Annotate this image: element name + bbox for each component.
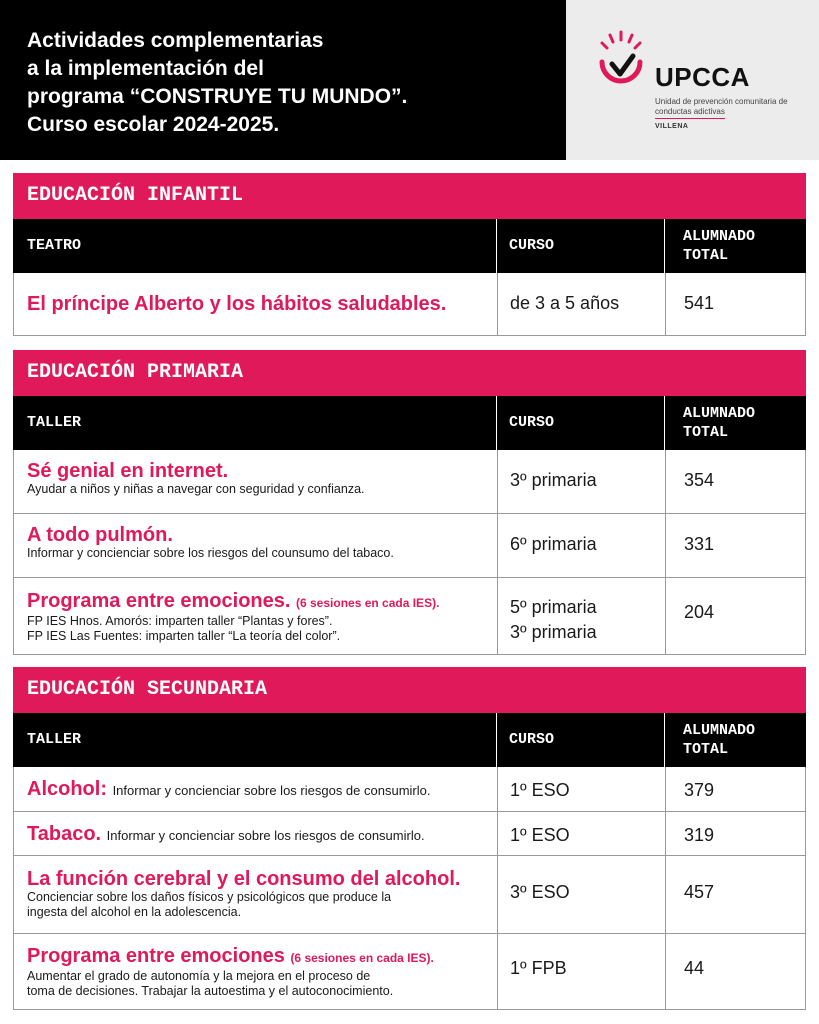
activity-note: (6 sesiones en cada IES). xyxy=(290,951,434,965)
curso-value: 1º FPB xyxy=(510,958,567,978)
column-divider xyxy=(664,219,665,273)
total-value: 457 xyxy=(684,882,715,902)
total-value: 44 xyxy=(684,958,705,978)
column-divider xyxy=(497,767,498,811)
title-panel xyxy=(0,0,566,160)
activity-title-line xyxy=(27,590,489,614)
activity-description: Informar y concienciar sobre los riesgos de consumirlo. xyxy=(106,828,425,843)
activity-title: A todo pulmón. xyxy=(27,524,173,546)
column-header-total: ALUMNADO TOTAL xyxy=(683,228,756,264)
curso-value: 1º ESO xyxy=(510,780,570,800)
section-heading: EDUCACIÓN INFANTIL xyxy=(13,173,806,219)
column-divider xyxy=(664,396,665,450)
table-row xyxy=(13,856,806,934)
page-title-line-3: programa “CONSTRUYE TU MUNDO”. xyxy=(27,85,408,108)
column-divider xyxy=(497,856,498,933)
section-primaria xyxy=(13,350,806,655)
total-value: 204 xyxy=(684,602,715,622)
table-row xyxy=(13,812,806,856)
activity-description: toma de decisiones. Trabajar la autoestima y el autoconocimiento. xyxy=(27,984,394,998)
column-header-curso: CURSO xyxy=(509,731,555,748)
activity-title: Sé genial en internet. xyxy=(27,460,229,482)
activity-title: Tabaco. xyxy=(27,823,102,845)
activity-description: Concienciar sobre los daños físicos y psicológicos que produce la xyxy=(27,890,392,904)
table-row xyxy=(13,273,806,336)
column-divider xyxy=(497,450,498,513)
activity-description: Aumentar el grado de autonomía y la mejora en el proceso de xyxy=(27,969,371,983)
page-header xyxy=(0,0,819,160)
activity-title-line xyxy=(27,945,489,969)
curso-value: de 3 a 5 años xyxy=(510,293,620,313)
table-row xyxy=(13,578,806,655)
column-header-activity: TALLER xyxy=(27,731,82,748)
column-divider xyxy=(497,273,498,335)
column-divider xyxy=(665,578,666,654)
activity-description: ingesta del alcohol en la adolescencia. xyxy=(27,905,242,919)
activity-title-line xyxy=(27,823,489,847)
column-divider xyxy=(665,856,666,933)
activity-description: FP IES Hnos. Amorós: imparten taller “Plantas y fores”. xyxy=(27,614,333,628)
column-divider xyxy=(496,219,497,273)
logo-subtitle: Unidad de prevención comunitaria de conductas adictivas xyxy=(655,97,788,116)
total-value: 379 xyxy=(684,780,715,800)
total-value: 331 xyxy=(684,534,715,554)
total-value: 319 xyxy=(684,825,715,845)
table-header xyxy=(13,219,806,273)
section-heading: EDUCACIÓN SECUNDARIA xyxy=(13,667,806,713)
column-divider xyxy=(665,514,666,577)
activity-description: Informar y concienciar sobre los riesgos de consumirlo. xyxy=(112,783,431,798)
section-infantil xyxy=(13,173,806,336)
column-header-total: ALUMNADO TOTAL xyxy=(683,405,756,441)
table-row xyxy=(13,767,806,812)
column-divider xyxy=(665,273,666,335)
table-row xyxy=(13,514,806,578)
activity-title: Alcohol: xyxy=(27,778,107,800)
page-title-line-4: Curso escolar 2024-2025. xyxy=(27,113,280,136)
column-divider xyxy=(664,713,665,767)
activity-description: Ayudar a niños y niñas a navegar con seguridad y confianza. xyxy=(27,482,365,496)
table-header xyxy=(13,713,806,767)
column-header-curso: CURSO xyxy=(509,237,555,254)
activity-note: (6 sesiones en cada IES). xyxy=(296,596,440,610)
curso-value: 1º ESO xyxy=(510,825,570,845)
curso-value: 6º primaria xyxy=(510,534,597,554)
activity-description: Informar y concienciar sobre los riesgos del counsumo del tabaco. xyxy=(27,546,394,560)
table-row xyxy=(13,934,806,1010)
column-divider xyxy=(665,450,666,513)
column-divider xyxy=(665,812,666,855)
column-header-activity: TEATRO xyxy=(27,237,82,254)
column-divider xyxy=(496,713,497,767)
logo-city: VILLENA xyxy=(655,123,689,130)
column-divider xyxy=(665,934,666,1009)
activity-description: FP IES Las Fuentes: imparten taller “La teoría del color”. xyxy=(27,629,341,643)
column-divider xyxy=(497,514,498,577)
upcca-logo-icon xyxy=(596,30,646,92)
column-divider xyxy=(497,934,498,1009)
column-divider xyxy=(496,396,497,450)
table-row xyxy=(13,450,806,514)
column-header-total: ALUMNADO TOTAL xyxy=(683,722,756,758)
column-divider xyxy=(497,578,498,654)
activity-title-line xyxy=(27,778,489,802)
column-divider xyxy=(665,767,666,811)
curso-value: 3º ESO xyxy=(510,882,570,902)
section-heading: EDUCACIÓN PRIMARIA xyxy=(13,350,806,396)
logo-divider xyxy=(655,118,725,119)
logo-wordmark: UPCCA xyxy=(655,62,750,92)
total-value: 354 xyxy=(684,470,715,490)
total-value: 541 xyxy=(684,293,715,313)
column-header-curso: CURSO xyxy=(509,414,555,431)
activity-title: Programa entre emociones xyxy=(27,945,285,967)
column-divider xyxy=(497,812,498,855)
page-title-line-2: a la implementación del xyxy=(27,57,264,80)
activity-title: La función cerebral y el consumo del alcohol. xyxy=(27,868,461,890)
table-header xyxy=(13,396,806,450)
activity-title: Programa entre emociones. xyxy=(27,590,291,612)
column-header-activity: TALLER xyxy=(27,414,82,431)
section-secundaria xyxy=(13,667,806,1010)
curso-value: 3º primaria xyxy=(510,622,597,642)
curso-value: 3º primaria xyxy=(510,470,597,490)
curso-value: 5º primaria xyxy=(510,597,597,617)
activity-title: El príncipe Alberto y los hábitos saludables. xyxy=(27,293,447,315)
page-title-line-1: Actividades complementarias xyxy=(27,29,324,52)
